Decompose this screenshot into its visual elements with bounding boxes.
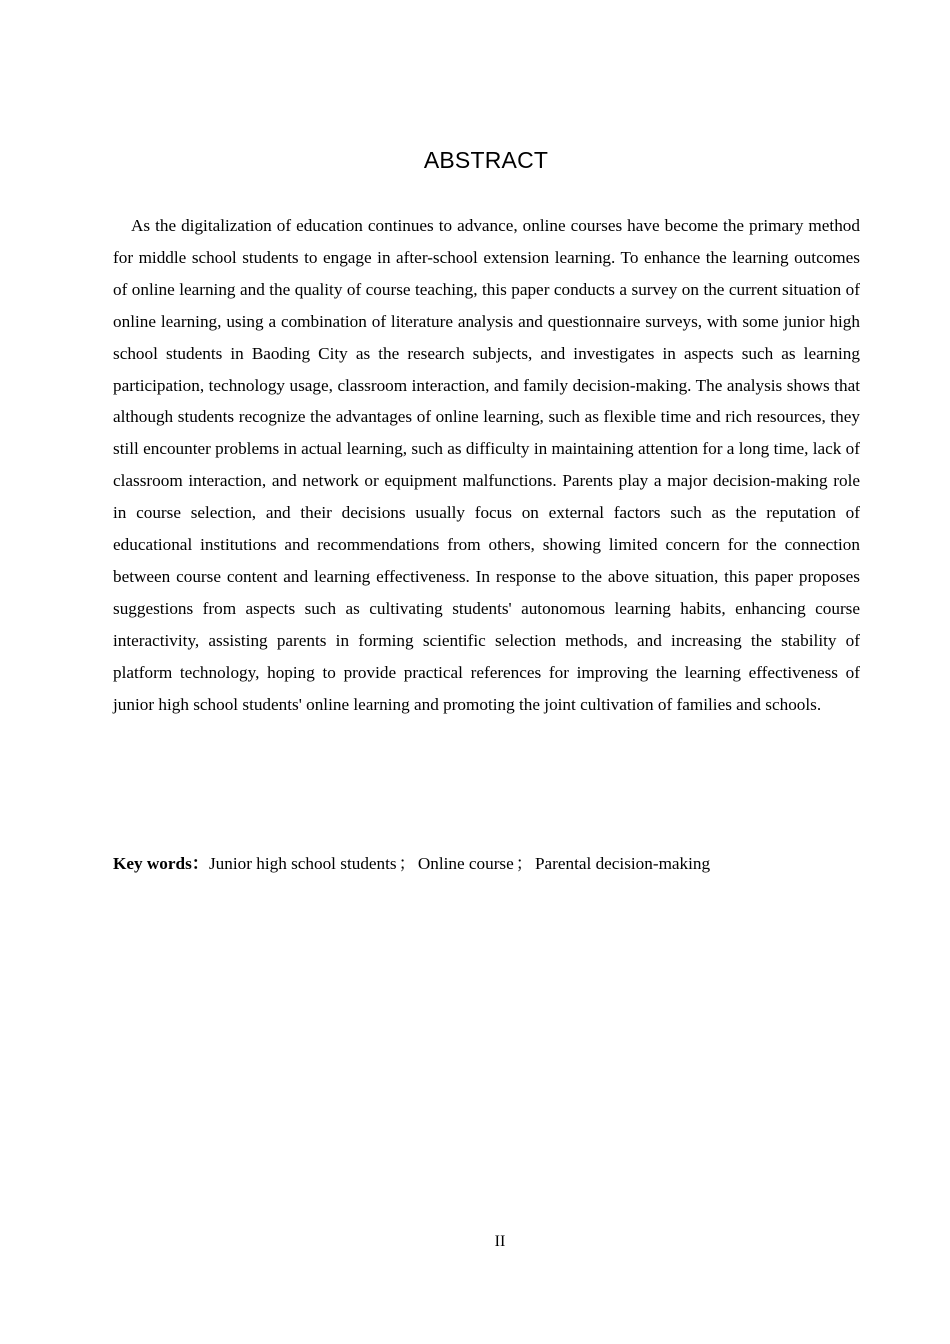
keyword-item: Junior high school students <box>208 854 397 873</box>
keyword-separator: ； <box>515 854 533 873</box>
page-number: II <box>494 1233 506 1250</box>
abstract-title: ABSTRACT <box>423 147 549 173</box>
abstract-body: As the digitalization of education continues to advance, online courses have become the primary method for middle school students to engage in after-school extension learning. To enhance the learning outcomes of online learning and the quality of course teaching, this paper conducts a survey on the current situation of online learning, using a combination of literature analysis and questionnaire surveys, with some junior high school students in Baoding City as the research subjects, and investigates in aspects such as learning participation, technology usage, classroom interaction, and family decision-making. The analysis shows that although students recognize the advantages of online learning, such as flexible time and rich resources, they still encounter problems in actual learning, such as difficulty in maintaining attention for a long time, lack of classroom interaction, and network or equipment malfunctions. Parents play a major decision-making role in course selection, and their decisions usually focus on external factors such as the reputation of educational institutions and recommendations from others, showing limited concern for the connection between course content and learning effectiveness. In response to the above situation, this paper proposes suggestions from aspects such as cultivating students' autonomous learning habits, enhancing course interactivity, assisting parents in forming scientific selection methods, and increasing the stability of platform technology, hoping to provide practical references for improving the learning effectiveness of junior high school students' online learning and promoting the joint cultivation of families and schools. <box>113 216 860 714</box>
keywords-label: Key words： <box>113 854 209 873</box>
keyword-item: Parental decision-making <box>534 854 711 873</box>
keyword-separator: ； <box>398 854 416 873</box>
keywords-line <box>113 848 873 880</box>
keyword-item: Online course <box>417 854 514 873</box>
